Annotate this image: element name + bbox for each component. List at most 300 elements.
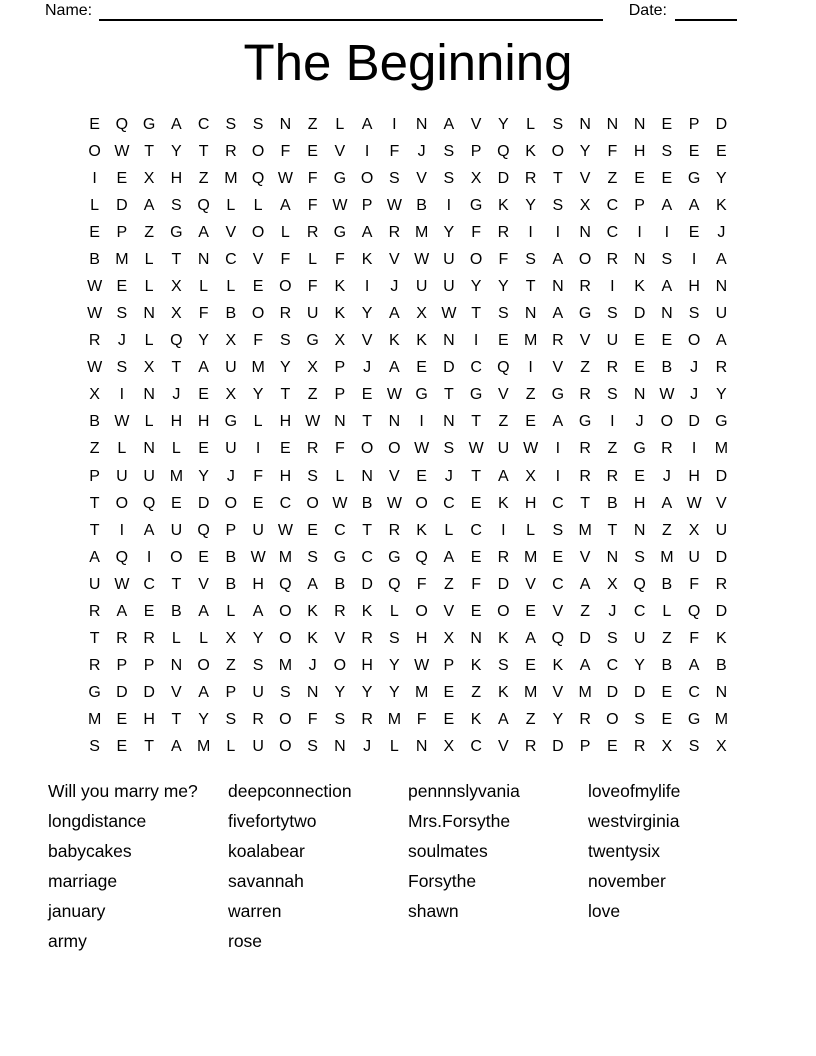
grid-letter: Q	[415, 548, 428, 566]
grid-letter: A	[443, 548, 455, 566]
grid-letter: O	[88, 142, 101, 160]
grid-letter: P	[143, 657, 155, 675]
grid-letter: P	[89, 467, 100, 485]
grid-letter: O	[115, 494, 129, 512]
grid-letter: Z	[471, 684, 482, 702]
grid-letter: B	[607, 494, 618, 512]
grid-letter: P	[579, 738, 591, 756]
word-item: soulmates	[408, 841, 488, 861]
grid-letter: M	[278, 548, 293, 566]
grid-letter: B	[716, 657, 727, 675]
grid-letter: V	[579, 169, 591, 187]
word-item: warren	[228, 901, 282, 921]
grid-letter: N	[633, 521, 646, 539]
grid-letter: U	[443, 250, 455, 268]
grid-letter: O	[279, 630, 292, 648]
grid-letter: O	[279, 711, 292, 729]
grid-letter: E	[634, 467, 645, 485]
name-label: Name:	[45, 2, 93, 19]
grid-letter: J	[172, 386, 181, 404]
word-item: Forsythe	[408, 871, 477, 891]
grid-letter: C	[143, 575, 155, 593]
grid-letter: S	[607, 386, 618, 404]
grid-letter: I	[364, 142, 370, 160]
grid-letter: N	[143, 305, 155, 323]
grid-letter: F	[689, 630, 700, 648]
grid-letter: P	[225, 684, 237, 702]
grid-letter: X	[525, 467, 536, 485]
grid-letter: R	[279, 305, 292, 323]
grid-letter: A	[552, 250, 564, 268]
grid-letter: X	[143, 169, 155, 187]
grid-letter: V	[389, 467, 400, 485]
grid-letter: E	[470, 494, 482, 512]
grid-letter: J	[662, 467, 671, 485]
grid-letter: G	[415, 386, 428, 404]
grid-letter: O	[251, 142, 265, 160]
grid-letter: L	[144, 332, 154, 350]
grid-letter: Q	[142, 494, 156, 512]
grid-letter: L	[199, 630, 209, 648]
grid-letter: S	[634, 548, 645, 566]
grid-letter: T	[89, 494, 100, 512]
grid-letter: I	[610, 278, 615, 295]
grid-letter: L	[117, 440, 127, 458]
grid-letter: L	[444, 521, 454, 539]
grid-letter: N	[606, 115, 619, 133]
grid-letter: I	[419, 413, 424, 431]
word-list-column	[228, 776, 408, 956]
grid-letter: R	[633, 738, 646, 756]
grid-letter: I	[501, 521, 506, 539]
grid-letter: P	[225, 521, 237, 539]
grid-letter: U	[143, 467, 155, 485]
grid-letter: S	[552, 521, 564, 539]
grid-letter: V	[498, 738, 509, 756]
grid-letter: F	[498, 250, 509, 268]
grid-letter: K	[389, 332, 400, 350]
grid-letter: K	[334, 278, 346, 295]
grid-letter: E	[361, 386, 373, 404]
grid-letter: A	[198, 359, 209, 377]
grid-letter: S	[389, 169, 400, 187]
grid-letter: V	[198, 575, 209, 593]
grid-letter: O	[687, 332, 701, 350]
grid-row	[81, 490, 736, 517]
grid-letter: Q	[633, 575, 646, 593]
grid-letter: W	[386, 386, 402, 404]
word-item: koalabear	[228, 841, 305, 861]
grid-letter: J	[308, 657, 317, 675]
grid-letter: U	[443, 278, 455, 295]
grid-letter: F	[280, 250, 291, 268]
grid-letter: I	[364, 278, 370, 295]
grid-letter: X	[579, 196, 591, 214]
grid-letter: F	[416, 575, 427, 593]
grid-letter: N	[388, 413, 401, 431]
header-row	[45, 0, 737, 22]
grid-letter: A	[361, 223, 373, 241]
grid-letter: D	[715, 548, 728, 566]
grid-letter: I	[255, 440, 261, 458]
grid-letter: T	[471, 413, 482, 431]
grid-letter: Y	[198, 332, 209, 350]
grid-letter: E	[171, 494, 182, 512]
grid-letter: W	[386, 196, 402, 214]
grid-letter: Y	[716, 169, 727, 187]
grid-letter: J	[690, 386, 699, 404]
grid-letter: L	[662, 602, 672, 620]
grid-letter: K	[470, 657, 482, 675]
grid-letter: N	[170, 657, 183, 675]
word-list-column	[48, 776, 228, 956]
grid-letter: M	[578, 684, 592, 702]
grid-letter: H	[415, 630, 428, 648]
grid-letter: M	[660, 548, 674, 566]
grid-letter: A	[143, 521, 155, 539]
grid-letter: R	[116, 630, 128, 648]
grid-letter: A	[579, 575, 591, 593]
grid-letter: P	[443, 657, 455, 675]
grid-letter: R	[88, 602, 101, 620]
grid-letter: L	[226, 738, 236, 756]
grid-letter: G	[687, 169, 701, 187]
word-item: twentysix	[588, 841, 660, 861]
grid-letter: M	[523, 332, 538, 350]
word-item: savannah	[228, 871, 304, 891]
grid-letter: R	[88, 332, 101, 350]
word-item: Mrs.Forsythe	[408, 811, 511, 831]
grid-letter: U	[88, 575, 101, 593]
grid-letter: Z	[307, 386, 318, 404]
grid-letter: O	[497, 602, 510, 620]
grid-letter: A	[252, 602, 264, 620]
grid-letter: E	[116, 278, 128, 295]
grid-letter: I	[446, 196, 452, 214]
grid-letter: C	[470, 359, 482, 377]
word-item: fivefortytwo	[228, 811, 317, 831]
grid-letter: L	[335, 467, 345, 485]
grid-letter: G	[687, 711, 701, 729]
grid-letter: R	[579, 440, 591, 458]
grid-letter: Z	[525, 711, 536, 729]
grid-letter: Y	[716, 386, 727, 404]
puzzle-title: The Beginning	[243, 34, 573, 91]
grid-letter: E	[116, 711, 128, 729]
grid-letter: A	[552, 305, 564, 323]
grid-letter: F	[471, 223, 482, 241]
grid-letter: S	[688, 738, 700, 756]
grid-letter: D	[633, 684, 646, 702]
grid-letter: O	[279, 602, 292, 620]
grid-letter: K	[498, 630, 509, 648]
grid-letter: R	[143, 630, 155, 648]
grid-letter: K	[634, 278, 645, 295]
grid-letter: Z	[225, 657, 236, 675]
grid-letter: N	[443, 332, 455, 350]
grid-letter: W	[468, 440, 484, 458]
grid-letter: B	[225, 305, 237, 323]
grid-letter: C	[688, 684, 700, 702]
word-item: longdistance	[48, 811, 147, 831]
grid-letter: T	[89, 630, 100, 648]
grid-letter: W	[441, 305, 457, 323]
grid-letter: A	[280, 196, 291, 214]
grid-letter: A	[661, 196, 673, 214]
grid-letter: T	[171, 359, 182, 377]
grid-letter: A	[198, 602, 209, 620]
grid-letter: A	[552, 413, 564, 431]
word-item: love	[588, 901, 621, 921]
grid-letter: D	[579, 630, 591, 648]
grid-letter: L	[253, 413, 263, 431]
grid-letter: K	[334, 305, 346, 323]
grid-letter: P	[470, 142, 482, 160]
grid-letter: R	[606, 250, 619, 268]
grid-letter: E	[416, 467, 427, 485]
grid-letter: Z	[443, 575, 454, 593]
grid-letter: X	[307, 359, 318, 377]
grid-letter: M	[523, 684, 538, 702]
grid-letter: U	[415, 278, 428, 295]
grid-letter: O	[469, 250, 483, 268]
grid-letter: V	[498, 386, 509, 404]
grid-letter: V	[334, 142, 346, 160]
grid-letter: O	[197, 657, 210, 675]
grid-letter: I	[691, 250, 697, 268]
grid-letter: S	[525, 250, 536, 268]
grid-letter: H	[688, 467, 700, 485]
grid-letter: O	[551, 142, 565, 160]
grid-letter: O	[606, 711, 619, 729]
word-item: deepconnection	[228, 781, 352, 801]
grid-letter: E	[116, 169, 128, 187]
date-label: Date:	[628, 2, 667, 19]
grid-letter: J	[417, 142, 426, 160]
grid-letter: S	[607, 630, 618, 648]
grid-letter: Y	[579, 142, 591, 160]
grid-letter: D	[715, 115, 728, 133]
grid-letter: S	[688, 305, 700, 323]
grid-letter: X	[443, 738, 455, 756]
grid-letter: C	[279, 494, 292, 512]
grid-letter: H	[633, 494, 646, 512]
grid-letter: T	[171, 250, 182, 268]
grid-letter: X	[225, 630, 237, 648]
grid-row	[81, 409, 736, 436]
grid-letter: Q	[279, 575, 292, 593]
word-list-column	[408, 776, 588, 956]
grid-letter: W	[305, 413, 321, 431]
grid-letter: L	[280, 223, 290, 241]
grid-letter: F	[689, 575, 700, 593]
grid-letter: W	[114, 575, 130, 593]
grid-letter: M	[714, 440, 729, 458]
grid-letter: T	[280, 386, 291, 404]
grid-letter: Z	[607, 169, 618, 187]
grid-letter: E	[716, 142, 727, 160]
grid-letter: P	[116, 223, 128, 241]
grid-row	[81, 680, 736, 707]
grid-row	[81, 571, 736, 598]
grid-letter: N	[470, 630, 482, 648]
grid-letter: Y	[334, 684, 346, 702]
grid-letter: R	[524, 738, 537, 756]
grid-letter: P	[634, 196, 645, 214]
grid-letter: G	[388, 548, 401, 566]
grid-letter: H	[170, 413, 183, 431]
grid-letter: T	[552, 169, 563, 187]
grid-letter: N	[143, 440, 155, 458]
grid-letter: X	[143, 359, 155, 377]
grid-letter: O	[251, 305, 265, 323]
grid-letter: V	[470, 115, 482, 133]
grid-letter: O	[360, 440, 374, 458]
grid-letter: F	[307, 278, 318, 295]
grid-row	[81, 192, 736, 219]
grid-letter: A	[389, 305, 400, 323]
grid-letter: L	[308, 250, 318, 268]
word-item: marriage	[48, 871, 118, 891]
grid-letter: I	[637, 223, 642, 241]
grid-letter: M	[387, 711, 402, 729]
grid-letter: H	[279, 413, 292, 431]
grid-letter: C	[606, 196, 619, 214]
grid-letter: Y	[198, 711, 209, 729]
grid-letter: S	[116, 305, 128, 323]
grid-letter: D	[552, 738, 564, 756]
grid-letter: R	[579, 278, 591, 295]
grid-letter: Z	[525, 386, 536, 404]
grid-letter: X	[225, 386, 237, 404]
grid-letter: W	[386, 494, 402, 512]
grid-letter: B	[171, 602, 182, 620]
grid-letter: Y	[361, 305, 373, 323]
word-list	[48, 776, 768, 956]
grid-letter: T	[144, 738, 155, 756]
grid-row	[81, 355, 736, 382]
word-item: Will you marry me?	[48, 781, 198, 801]
word-item: shawn	[408, 901, 459, 921]
grid-letter: N	[143, 386, 155, 404]
grid-letter: S	[252, 657, 264, 675]
grid-letter: E	[443, 684, 455, 702]
grid-letter: M	[414, 223, 429, 241]
grid-letter: C	[197, 115, 210, 133]
grid-letter: R	[661, 440, 673, 458]
grid-letter: L	[389, 602, 399, 620]
grid-letter: J	[363, 359, 372, 377]
grid-letter: N	[197, 250, 210, 268]
grid-letter: A	[579, 657, 591, 675]
grid-letter: M	[523, 548, 538, 566]
grid-letter: B	[89, 250, 100, 268]
grid-letter: V	[443, 602, 455, 620]
grid-letter: A	[661, 278, 673, 295]
grid-letter: G	[715, 413, 728, 431]
grid-letter: C	[552, 494, 564, 512]
grid-letter: E	[634, 169, 645, 187]
grid-letter: O	[224, 494, 238, 512]
grid-letter: D	[116, 196, 128, 214]
grid-letter: G	[333, 169, 347, 187]
grid-letter: S	[443, 440, 455, 458]
grid-letter: X	[171, 278, 182, 295]
grid-letter: N	[524, 305, 537, 323]
grid-letter: F	[198, 305, 209, 323]
grid-row	[81, 219, 736, 246]
grid-letter: M	[251, 359, 265, 377]
grid-letter: E	[688, 142, 700, 160]
grid-letter: D	[715, 602, 728, 620]
grid-letter: Y	[443, 223, 455, 241]
grid-letter: G	[333, 548, 347, 566]
grid-letter: S	[443, 169, 455, 187]
grid-letter: W	[414, 440, 430, 458]
grid-letter: D	[715, 467, 728, 485]
grid-letter: Y	[634, 657, 645, 675]
grid-letter: J	[717, 223, 726, 241]
grid-letter: Z	[144, 223, 155, 241]
grid-letter: A	[661, 494, 673, 512]
grid-letter: U	[688, 548, 700, 566]
grid-letter: S	[334, 711, 346, 729]
grid-letter: E	[607, 738, 618, 756]
grid-letter: E	[416, 359, 427, 377]
grid-letter: N	[715, 684, 728, 702]
grid-letter: K	[552, 657, 564, 675]
grid-letter: P	[334, 359, 346, 377]
grid-letter: P	[361, 196, 373, 214]
grid-letter: F	[253, 332, 264, 350]
grid-letter: J	[226, 467, 235, 485]
grid-letter: I	[528, 223, 533, 241]
grid-letter: K	[416, 521, 427, 539]
grid-letter: N	[306, 684, 319, 702]
grid-letter: R	[497, 548, 510, 566]
grid-letter: Q	[497, 142, 510, 160]
grid-letter: I	[555, 223, 561, 241]
grid-row	[81, 707, 736, 734]
grid-letter: I	[119, 521, 125, 539]
grid-letter: J	[635, 413, 644, 431]
grid-letter: N	[415, 115, 428, 133]
grid-letter: U	[116, 467, 128, 485]
grid-letter: A	[171, 738, 182, 756]
grid-letter: K	[307, 602, 318, 620]
grid-letter: C	[606, 223, 619, 241]
grid-letter: H	[197, 413, 210, 431]
grid-letter: N	[443, 413, 455, 431]
word-item: loveofmylife	[588, 781, 681, 801]
grid-letter: L	[90, 196, 100, 214]
grid-letter: R	[579, 711, 591, 729]
grid-letter: S	[661, 142, 673, 160]
grid-letter: M	[714, 711, 729, 729]
grid-letter: H	[170, 169, 183, 187]
grid-letter: T	[144, 142, 155, 160]
grid-letter: W	[686, 494, 702, 512]
grid-letter: U	[252, 738, 264, 756]
grid-letter: E	[307, 142, 318, 160]
grid-letter: L	[171, 630, 181, 648]
grid-letter: E	[252, 278, 264, 295]
grid-letter: R	[388, 521, 401, 539]
grid-letter: F	[334, 440, 345, 458]
grid-row	[81, 301, 736, 328]
grid-letter: Z	[198, 169, 209, 187]
grid-letter: U	[225, 440, 237, 458]
